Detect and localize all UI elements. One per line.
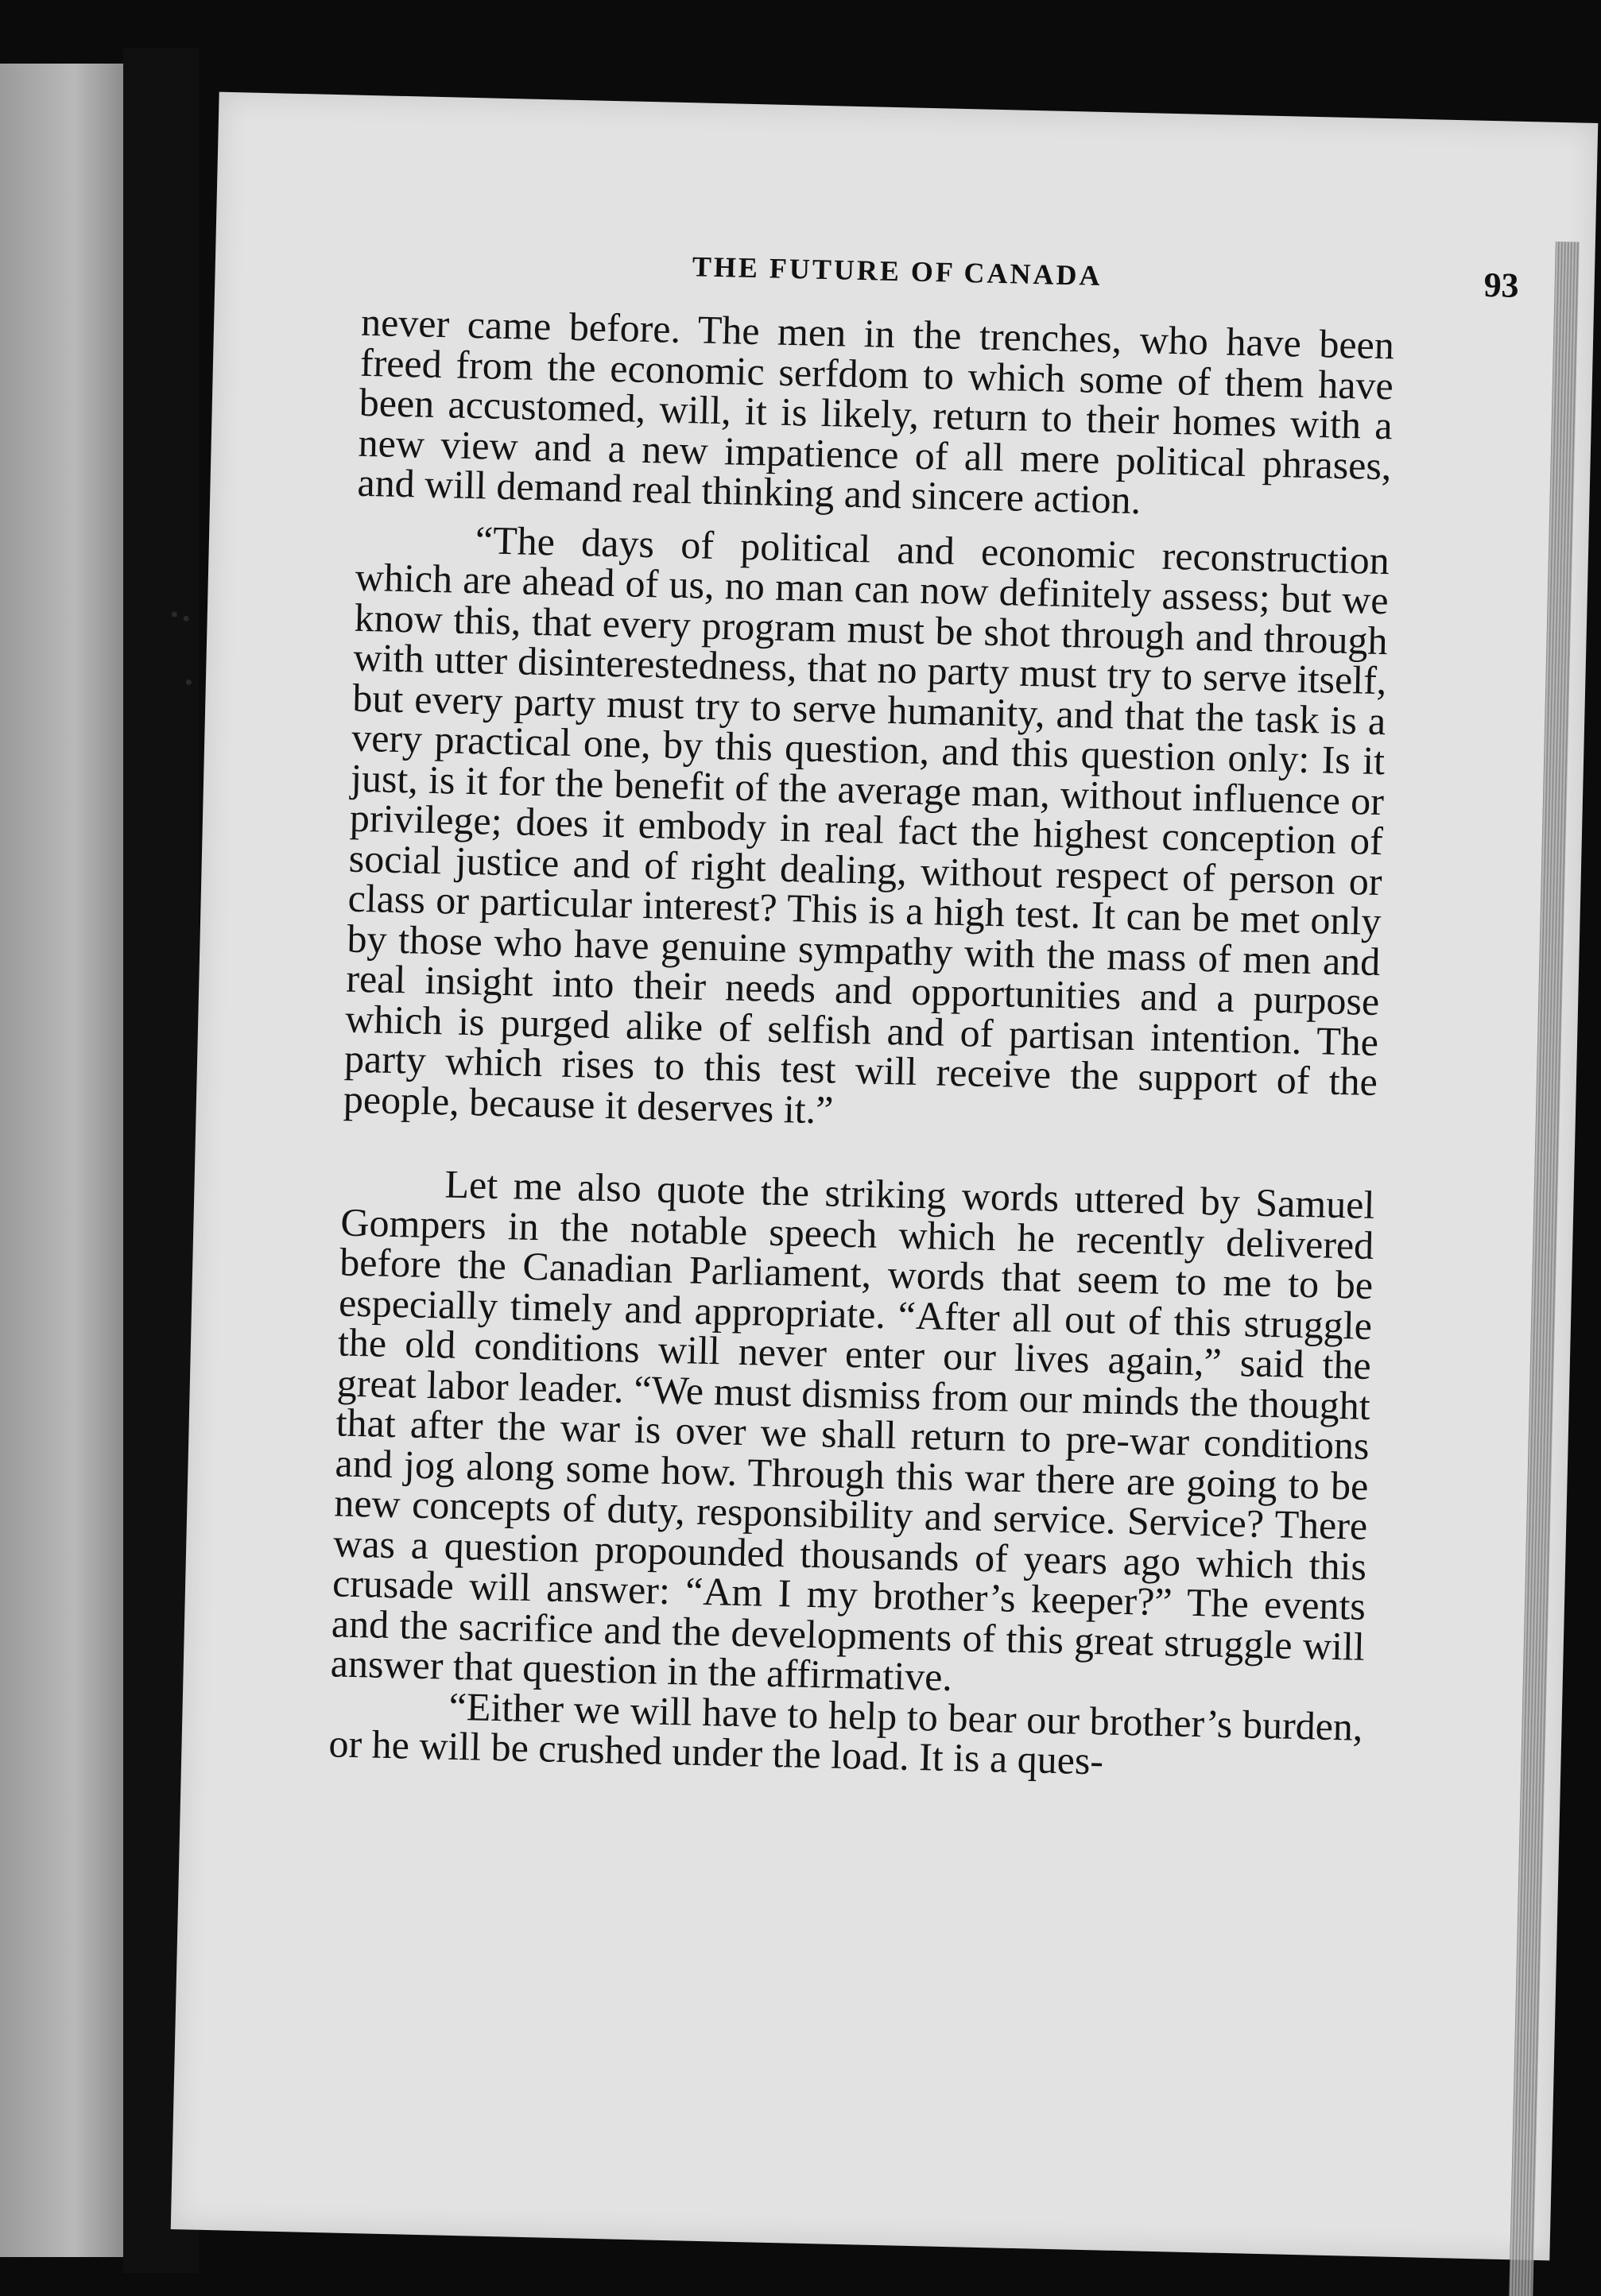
paragraph-gompers: Let me also quote the striking words uttered by Samuel Gompers in the notable speech which he recently delivered before the Canadian Parliament, words that seem to me to be especially timely and appropriate. “After all out of this struggle the old conditions will never enter our lives again,” said the great labor leader. “We must dismiss from our minds the thought that after the war is over we shall return to pre-war conditions and jog along some how. Through this war there are going to be new concepts of duty, responsibility and service. Service? There was a question propounded thousands of years ago which this crusade will answer: “Am I my brother’s keeper?” The events and the sacrifice and the developments of this great struggle will answer that question in the affirmative. (330, 1161, 1375, 1700)
running-head: THE FUTURE OF CANADA (692, 250, 1103, 292)
book-page (171, 92, 1599, 2261)
paragraph-continuation: never came before. The men in the trenches, who have been freed from the economic serfdom to which some of them have been accustomed, will, it is likely, return to their homes with a new view and a new impatience of all mere political phrases, and will demand real thinking and sincere action. (357, 299, 1395, 523)
page-number: 93 (1483, 265, 1520, 305)
page-fore-edge (1508, 242, 1580, 2296)
facing-page-edge (0, 64, 123, 2257)
page-body (328, 299, 1395, 1787)
paragraph-final: “Either we will have to help to bear our brother’s burden, or he will be crushed under the load. It is a ques- (328, 1683, 1364, 1783)
paragraph-quote: “The days of political and economic reconstruction which are ahead of us, no man can now definitely assess; but we know this, that every program must be shot through and through with utter disinterestedness, that no party must try to serve itself, but every party must try to serve humanity, and that the task is a very practical one, by this question, and this question only: Is it just, is it for the benefit of the average man, without influence or privilege; does it embody in real fact the highest conception of social justice and of right dealing, without respect of person or class or particular interest? This is a high test. It can be met only by those who have genuine sympathy with the mass of men and real insight into their needs and opportunities and a purpose which is purged alike of selfish and of partisan intention. The party which rises to this test will receive the support of the people, because it deserves it.” (343, 517, 1390, 1133)
